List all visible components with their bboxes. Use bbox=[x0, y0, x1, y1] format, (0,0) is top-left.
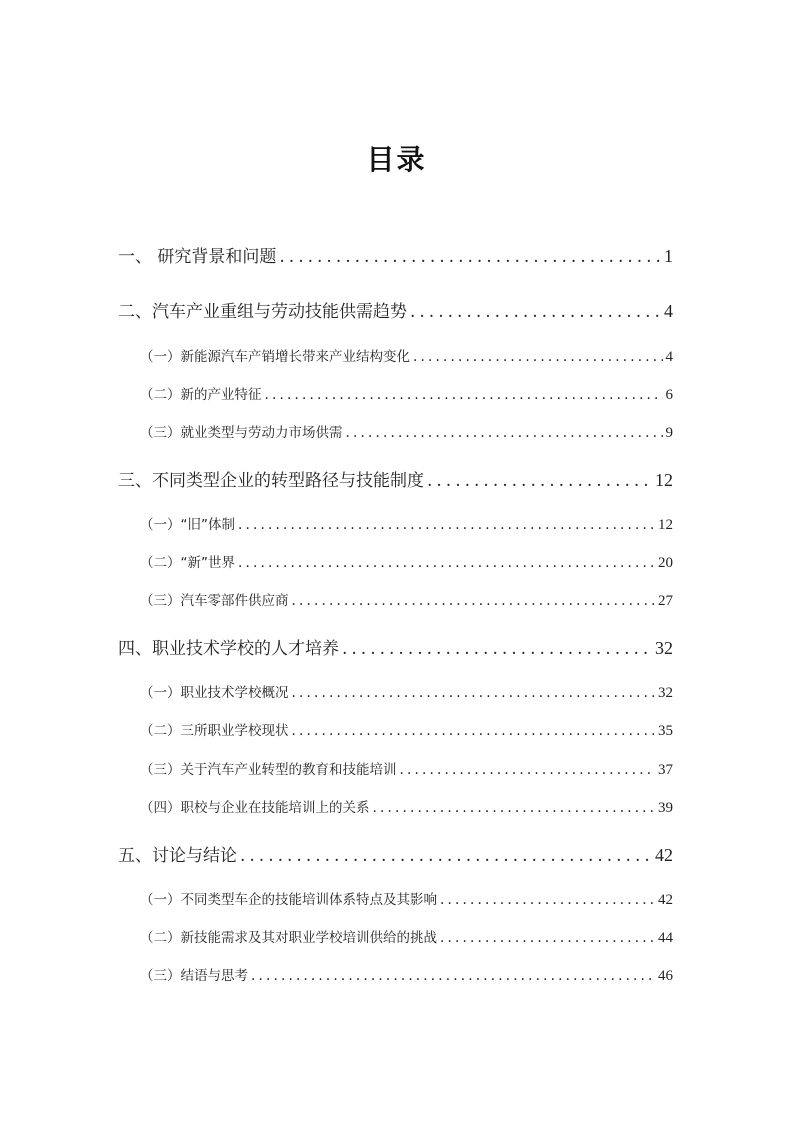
toc-entry-label: （二）“新”世界 bbox=[140, 555, 235, 571]
dot-leader bbox=[410, 302, 661, 322]
toc-page-number: 6 bbox=[665, 387, 673, 403]
dot-leader bbox=[238, 555, 655, 571]
dot-leader bbox=[413, 349, 663, 365]
toc-entry-label: （三）就业类型与劳动力市场供需 bbox=[140, 425, 343, 441]
toc-entry-section-4-4[interactable] bbox=[140, 796, 673, 817]
toc-entry-label: （一）“旧”体制 bbox=[140, 517, 235, 533]
toc-entry-label: （二）新的产业特征 bbox=[140, 387, 262, 403]
dot-leader bbox=[400, 762, 656, 778]
toc-entry-chapter-1[interactable] bbox=[118, 242, 673, 267]
toc-page-number: 42 bbox=[658, 892, 673, 908]
toc-entry-chapter-5[interactable] bbox=[118, 841, 673, 866]
toc-entry-chapter-2[interactable] bbox=[118, 297, 673, 322]
toc-entry-section-5-2[interactable] bbox=[140, 926, 673, 947]
dot-leader bbox=[292, 593, 656, 609]
dot-leader bbox=[440, 930, 655, 946]
toc-entry-label: 五、讨论与结论 bbox=[118, 846, 237, 866]
dot-leader bbox=[373, 800, 656, 816]
toc-page-number: 9 bbox=[665, 425, 673, 441]
dot-leader bbox=[292, 723, 656, 739]
toc-entry-section-5-1[interactable] bbox=[140, 888, 673, 909]
toc-entry-section-4-2[interactable] bbox=[140, 719, 673, 740]
toc-page-number: 12 bbox=[658, 517, 673, 533]
toc-entry-chapter-3[interactable] bbox=[118, 466, 673, 491]
dot-leader bbox=[427, 471, 652, 491]
toc-entry-chapter-4[interactable] bbox=[118, 634, 673, 659]
toc-page-number: 35 bbox=[658, 723, 673, 739]
toc-page-number: 4 bbox=[664, 301, 673, 321]
toc-page-number: 39 bbox=[658, 800, 673, 816]
toc-page-number: 32 bbox=[658, 685, 673, 701]
toc-entry-label: （三）结语与思考 bbox=[140, 968, 248, 984]
toc-entry-section-4-3[interactable] bbox=[140, 758, 673, 779]
toc-entry-section-3-3[interactable] bbox=[140, 589, 673, 610]
page-title: 目录 bbox=[366, 143, 427, 176]
toc-entry-section-3-2[interactable] bbox=[140, 551, 673, 572]
toc-page-number: 1 bbox=[664, 246, 673, 266]
toc-entry-section-2-3[interactable] bbox=[140, 421, 673, 442]
toc-entry-label: （三）汽车零部件供应商 bbox=[140, 593, 289, 609]
toc-entry-label: （四）职校与企业在技能培训上的关系 bbox=[140, 800, 370, 816]
toc-entry-label: （一）职业技术学校概况 bbox=[140, 685, 289, 701]
toc-entry-section-5-3[interactable] bbox=[140, 964, 673, 985]
toc-entry-section-4-1[interactable] bbox=[140, 681, 673, 702]
dot-leader bbox=[265, 387, 663, 403]
toc-entry-label: 三、不同类型企业的转型路径与技能制度 bbox=[118, 471, 424, 491]
toc-entry-section-2-1[interactable] bbox=[140, 345, 673, 366]
toc-page-number: 37 bbox=[658, 762, 673, 778]
toc-entry-section-2-2[interactable] bbox=[140, 383, 673, 404]
toc-entry-label: （一）新能源汽车产销增长带来产业结构变化 bbox=[140, 349, 410, 365]
toc-entry-label: （一）不同类型车企的技能培训体系特点及其影响 bbox=[140, 892, 437, 908]
toc-page-number: 20 bbox=[658, 555, 673, 571]
toc-entry-label: 二、汽车产业重组与劳动技能供需趋势 bbox=[118, 302, 407, 322]
dot-leader bbox=[440, 892, 655, 908]
dot-leader bbox=[292, 685, 656, 701]
toc-entry-label: （二）新技能需求及其对职业学校培训供给的挑战 bbox=[140, 930, 437, 946]
toc-page-number: 4 bbox=[665, 349, 673, 365]
toc-page-number: 12 bbox=[655, 470, 673, 490]
toc-entry-label: （三）关于汽车产业转型的教育和技能培训 bbox=[140, 762, 397, 778]
dot-leader bbox=[238, 517, 655, 533]
toc-entry-label: 四、职业技术学校的人才培养 bbox=[118, 639, 339, 659]
dot-leader bbox=[279, 247, 661, 267]
toc-page-number: 44 bbox=[658, 930, 673, 946]
toc-page-number: 46 bbox=[658, 968, 673, 984]
dot-leader bbox=[251, 968, 655, 984]
toc-entry-section-3-1[interactable] bbox=[140, 513, 673, 534]
toc-page-number: 27 bbox=[658, 593, 673, 609]
toc-page-number: 42 bbox=[655, 845, 673, 865]
dot-leader bbox=[342, 639, 652, 659]
toc-page-number: 32 bbox=[655, 638, 673, 658]
toc-entry-label: 一、 研究背景和问题 bbox=[118, 247, 277, 267]
dot-leader bbox=[346, 425, 663, 441]
dot-leader bbox=[240, 846, 652, 866]
toc-entry-label: （二）三所职业学校现状 bbox=[140, 723, 289, 739]
